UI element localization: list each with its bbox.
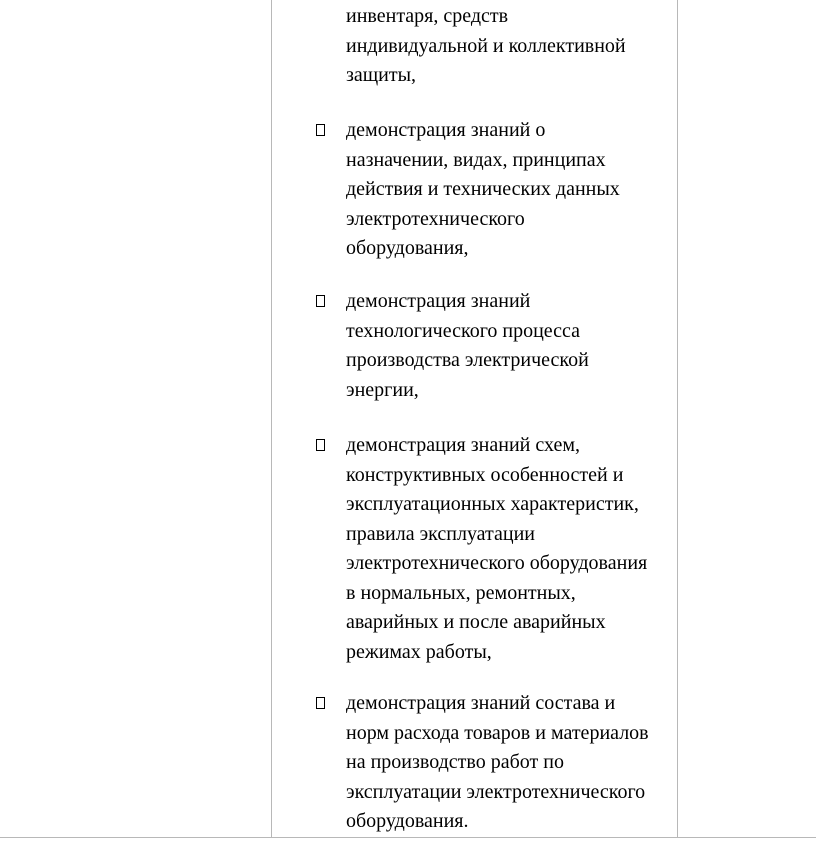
table-border-right xyxy=(677,0,678,838)
list-item: демонстрация знаний о назначении, видах, принципах действия и технических данных электротехнического оборудования, xyxy=(346,119,620,259)
list-item: демонстрация знаний схем, конструктивных особенностей и эксплуатационных характеристик, правила эксплуатации электротехнического оборудования в нормальных, ремонтных, аварийных и после аварийных режимах работы, xyxy=(346,434,648,663)
bullet-marker-icon xyxy=(316,439,325,451)
list-item: демонстрация знаний состава и норм расхода товаров и материалов на производство работ по эксплуатации электротехнического оборудования. xyxy=(346,692,649,832)
bullet-marker-icon xyxy=(316,124,325,136)
list-item: демонстрация знаний технологического процесса производства электрической энергии, xyxy=(346,290,589,401)
table-border-bottom xyxy=(0,837,816,838)
bullet-marker-icon xyxy=(316,295,325,307)
table-cell-criteria xyxy=(272,0,677,837)
bullet-marker-icon xyxy=(316,697,325,709)
continuation-text: инвентаря, средств индивидуальной и коллективной защиты, xyxy=(346,5,626,86)
